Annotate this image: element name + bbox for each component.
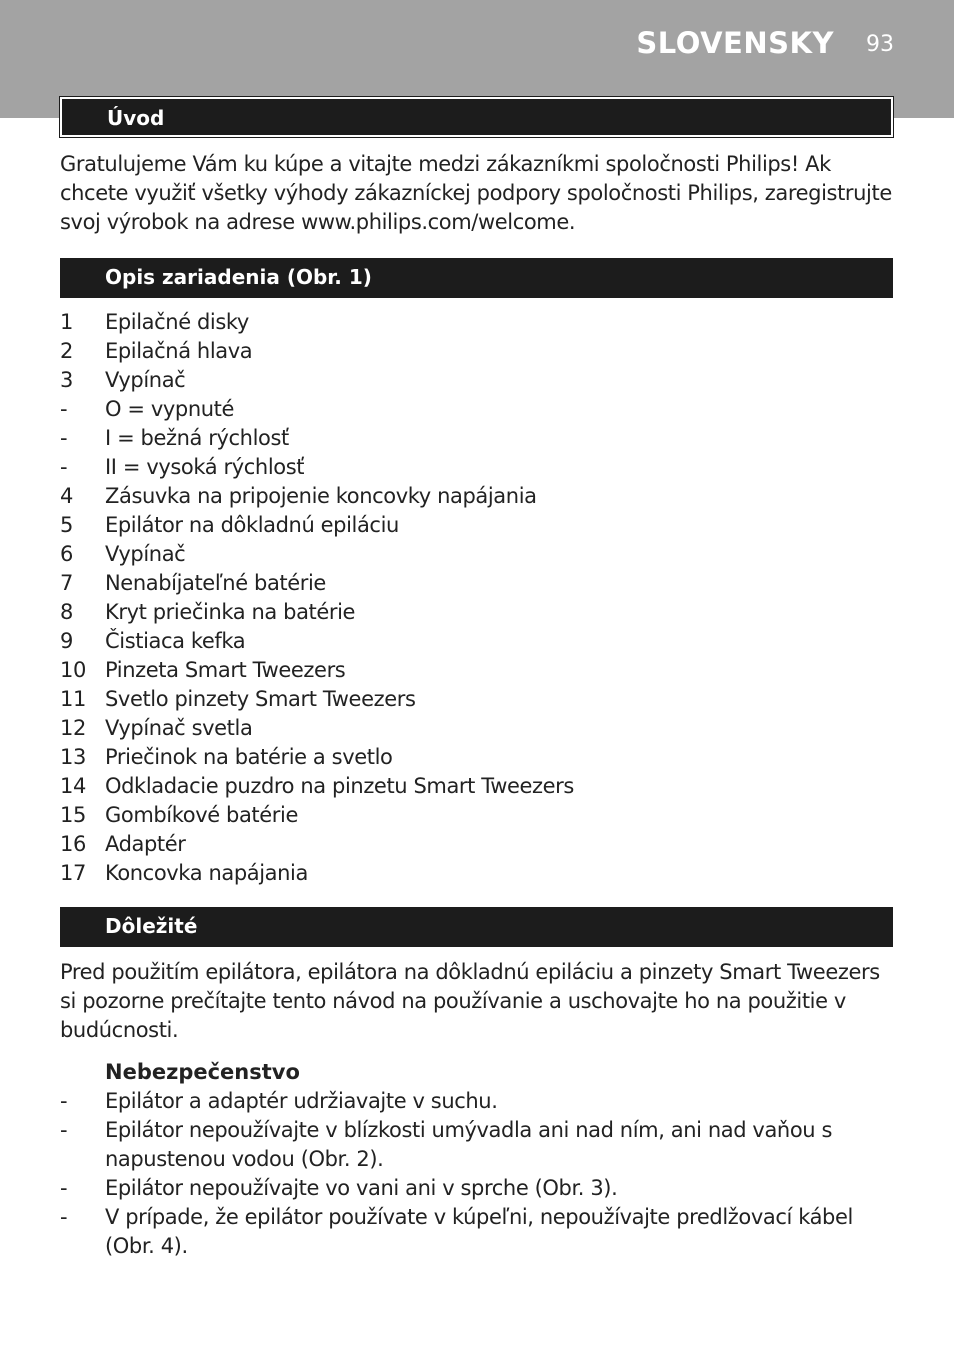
danger-list <box>60 1087 896 1261</box>
list-item <box>60 366 896 395</box>
list-item <box>60 569 896 598</box>
list-item-text: Kryt priečinka na batérie <box>105 600 356 624</box>
list-item <box>60 1087 896 1116</box>
list-marker: - <box>60 397 68 421</box>
list-item-text: Svetlo pinzety Smart Tweezers <box>105 687 416 711</box>
important-paragraph: Pred použitím epilátora, epilátora na dôkladnú epiláciu a pinzety Smart Tweezers si pozorne prečítajte tento návod na používanie a uschovajte ho na použitie v budúcnosti. <box>60 960 880 1042</box>
list-item-text: Gombíkové batérie <box>105 803 298 827</box>
list-marker: 13 <box>60 745 86 769</box>
list-item <box>60 424 896 453</box>
list-item-text: Epilátor nepoužívajte v blízkosti umývadla ani nad ním, ani nad vaňou s napustenou vodou (Obr. 2). <box>105 1118 833 1171</box>
list-marker: - <box>60 426 68 450</box>
list-item-text: Adaptér <box>105 832 186 856</box>
list-item <box>60 772 896 801</box>
list-marker: 2 <box>60 339 73 363</box>
list-item-text: Epilátor nepoužívajte vo vani ani v sprche (Obr. 3). <box>105 1176 618 1200</box>
list-marker: - <box>60 1118 68 1142</box>
list-item-text: Vypínač <box>105 368 186 392</box>
list-marker: 8 <box>60 600 73 624</box>
list-item <box>60 1203 896 1261</box>
list-item <box>60 540 896 569</box>
list-marker: - <box>60 1205 68 1229</box>
list-marker: 15 <box>60 803 86 827</box>
list-item-text: Čistiaca kefka <box>105 629 246 653</box>
section-heading-intro <box>60 97 893 137</box>
list-marker: 9 <box>60 629 73 653</box>
list-marker: 16 <box>60 832 86 856</box>
list-item-text: I = bežná rýchlosť <box>105 426 289 450</box>
list-marker: 17 <box>60 861 86 885</box>
section-heading-description <box>60 258 893 298</box>
list-marker: 4 <box>60 484 73 508</box>
danger-subtitle: Nebezpečenstvo <box>105 1060 300 1084</box>
list-item-text: Zásuvka na pripojenie koncovky napájania <box>105 484 537 508</box>
list-item-text: Vypínač <box>105 542 186 566</box>
list-item <box>60 627 896 656</box>
list-item <box>60 859 896 888</box>
list-item <box>60 685 896 714</box>
list-item <box>60 1174 896 1203</box>
list-item <box>60 511 896 540</box>
list-item <box>60 830 896 859</box>
list-item-text: O = vypnuté <box>105 397 235 421</box>
list-marker: 11 <box>60 687 86 711</box>
section-title: Dôležité <box>105 914 198 938</box>
intro-paragraph: Gratulujeme Vám ku kúpe a vitajte medzi zákazníkmi spoločnosti Philips! Ak chcete využiť všetky výhody zákazníckej podpory spoločnosti Philips, zaregistrujte svoj výrobok na adrese www.philips.com/welcome. <box>60 152 892 234</box>
section-title: Opis zariadenia (Obr. 1) <box>105 265 372 289</box>
list-item-text: Koncovka napájania <box>105 861 308 885</box>
list-marker: 12 <box>60 716 86 740</box>
list-marker: - <box>60 1089 68 1113</box>
list-marker: 6 <box>60 542 73 566</box>
list-item <box>60 656 896 685</box>
list-marker: 5 <box>60 513 73 537</box>
list-marker: 1 <box>60 310 73 334</box>
list-item <box>60 482 896 511</box>
list-marker: 10 <box>60 658 86 682</box>
list-item-text: Epilačné disky <box>105 310 249 334</box>
list-marker: - <box>60 455 68 479</box>
list-marker: - <box>60 1176 68 1200</box>
list-item-text: Nenabíjateľné batérie <box>105 571 326 595</box>
page-number: 93 <box>866 32 894 57</box>
section-title: Úvod <box>107 106 165 130</box>
list-item <box>60 453 896 482</box>
list-item-text: Epilátor na dôkladnú epiláciu <box>105 513 399 537</box>
language-label: SLOVENSKY <box>636 26 834 60</box>
list-item-text: II = vysoká rýchlosť <box>105 455 305 479</box>
list-item <box>60 395 896 424</box>
section-heading-important <box>60 907 893 947</box>
list-item-text: Priečinok na batérie a svetlo <box>105 745 393 769</box>
list-item-text: Epilačná hlava <box>105 339 253 363</box>
list-item-text: Epilátor a adaptér udržiavajte v suchu. <box>105 1089 498 1113</box>
list-item-text: Odkladacie puzdro na pinzetu Smart Tweezers <box>105 774 574 798</box>
list-item <box>60 743 896 772</box>
list-item <box>60 801 896 830</box>
list-item-text: Pinzeta Smart Tweezers <box>105 658 346 682</box>
list-item <box>60 598 896 627</box>
list-item <box>60 337 896 366</box>
list-marker: 14 <box>60 774 86 798</box>
list-marker: 7 <box>60 571 73 595</box>
list-item-text: Vypínač svetla <box>105 716 253 740</box>
list-item <box>60 308 896 337</box>
parts-list <box>60 308 896 888</box>
list-item <box>60 714 896 743</box>
list-item <box>60 1116 896 1174</box>
list-item-text: V prípade, že epilátor používate v kúpeľni, nepoužívajte predlžovací kábel (Obr. 4). <box>105 1205 853 1258</box>
list-marker: 3 <box>60 368 73 392</box>
